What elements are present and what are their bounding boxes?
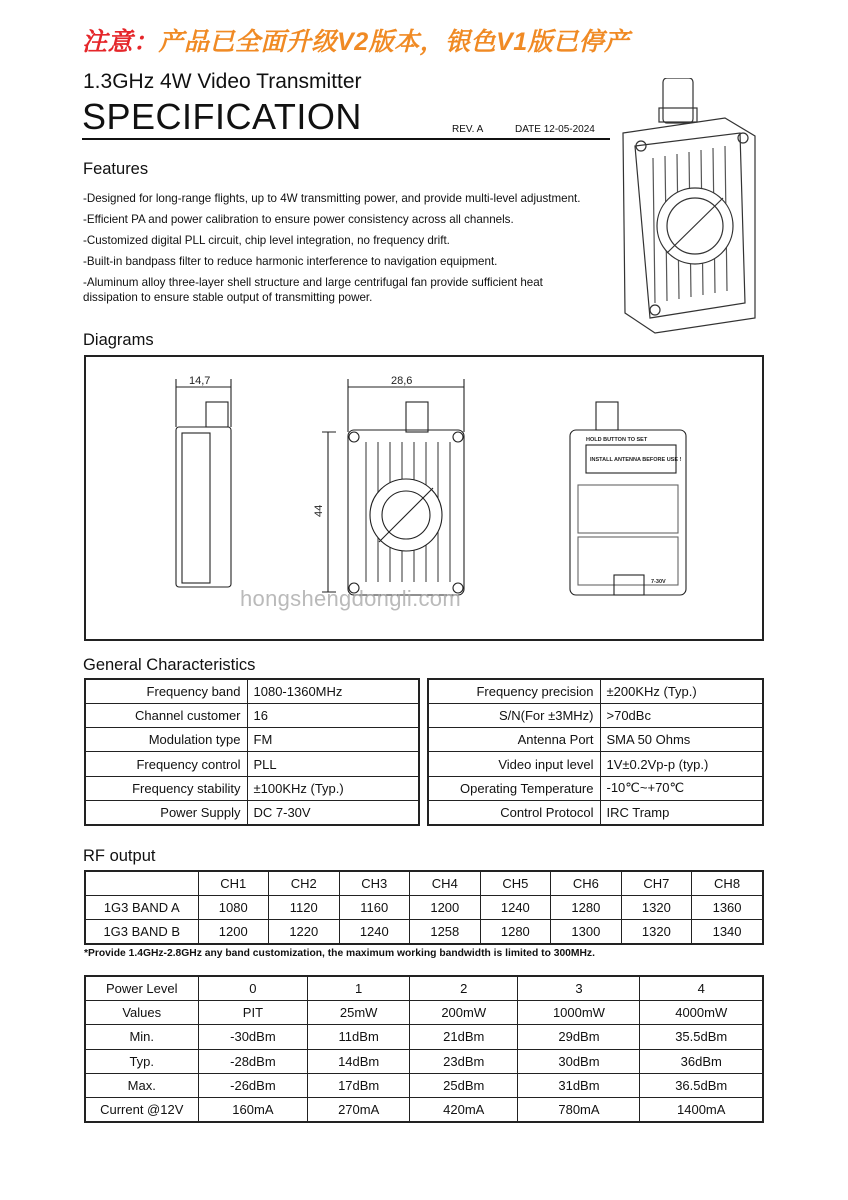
cell: CH5 (480, 871, 551, 895)
cell: 1080 (198, 895, 269, 919)
row-label (85, 871, 198, 895)
cell: ±200KHz (Typ.) (600, 679, 763, 703)
cell: -28dBm (198, 1049, 308, 1073)
rf-note: *Provide 1.4GHz-2.8GHz any band customization, the maximum working bandwidth is limited to 300MHz. (84, 948, 595, 959)
cell: 0 (198, 976, 308, 1000)
product-photo (605, 78, 765, 336)
cell: 11dBm (308, 1025, 410, 1049)
cell: 1340 (692, 920, 763, 944)
cell: CH4 (410, 871, 481, 895)
table-row (85, 800, 419, 824)
row-label: Power Supply (85, 800, 247, 824)
voltage-label: 7-30V (651, 579, 666, 585)
install-label: INSTALL ANTENNA BEFORE USE ! (590, 457, 682, 463)
cell: 780mA (518, 1098, 640, 1122)
features-list (83, 192, 583, 312)
page-title: SPECIFICATION (82, 96, 362, 137)
cell: PIT (198, 1000, 308, 1024)
row-label: Frequency precision (428, 679, 600, 703)
row-label: Control Protocol (428, 800, 600, 824)
cell: 16 (247, 703, 419, 727)
row-label: 1G3 BAND A (85, 895, 198, 919)
watermark: hongshengdongli.com (240, 586, 461, 611)
cell: 1360 (692, 895, 763, 919)
revision: REV. A (452, 124, 484, 135)
cell: 270mA (308, 1098, 410, 1122)
cell: 420mA (410, 1098, 518, 1122)
cell: 36dBm (640, 1049, 763, 1073)
cell: 1240 (339, 920, 410, 944)
row-label: Max. (85, 1074, 198, 1098)
row-label: Current @12V (85, 1098, 198, 1122)
cell: DC 7-30V (247, 800, 419, 824)
hold-label: HOLD BUTTON TO SET (586, 437, 648, 443)
general-heading: General Characteristics (83, 656, 256, 674)
cell: SMA 50 Ohms (600, 728, 763, 752)
cell: 30dBm (518, 1049, 640, 1073)
feature-item: -Efficient PA and power calibration to ensure power consistency across all channels. (83, 213, 514, 226)
cell: 1000mW (518, 1000, 640, 1024)
dim-side: 14,7 (189, 375, 211, 387)
cell: 2 (410, 976, 518, 1000)
power-table (84, 975, 764, 1123)
features-heading: Features (83, 160, 149, 178)
table-row (85, 679, 419, 703)
cell: 21dBm (410, 1025, 518, 1049)
cell: -10℃~+70℃ (600, 776, 763, 800)
notice-text: 产品已全面升级V2版本，银色V1版已停产 (158, 28, 630, 56)
table-row (428, 776, 763, 800)
cell: 1160 (339, 895, 410, 919)
table-row (85, 1098, 763, 1122)
general-table-left (84, 678, 420, 826)
cell: 1300 (551, 920, 622, 944)
row-label: Video input level (428, 752, 600, 776)
table-row (428, 800, 763, 824)
row-label: Channel customer (85, 703, 247, 727)
table-row (85, 1025, 763, 1049)
cell: 14dBm (308, 1049, 410, 1073)
cell: FM (247, 728, 419, 752)
cell: 1258 (410, 920, 481, 944)
table-row (85, 776, 419, 800)
cell: CH7 (621, 871, 692, 895)
cell: CH8 (692, 871, 763, 895)
cell: 4000mW (640, 1000, 763, 1024)
cell: CH3 (339, 871, 410, 895)
date: DATE 12-05-2024 (515, 124, 595, 135)
product-name: 1.3GHz 4W Video Transmitter (83, 70, 362, 93)
row-label: Modulation type (85, 728, 247, 752)
cell: 1320 (621, 895, 692, 919)
table-row (85, 1000, 763, 1024)
cell: 1280 (551, 895, 622, 919)
cell: -30dBm (198, 1025, 308, 1049)
row-label: Frequency band (85, 679, 247, 703)
cell: ±100KHz (Typ.) (247, 776, 419, 800)
diagrams-heading: Diagrams (83, 331, 154, 349)
table-row (85, 1049, 763, 1073)
cell: 1V±0.2Vp-p (typ.) (600, 752, 763, 776)
cell: 31dBm (518, 1074, 640, 1098)
table-row (428, 679, 763, 703)
cell: CH2 (269, 871, 340, 895)
cell: 3 (518, 976, 640, 1000)
row-label: S/N(For ±3MHz) (428, 703, 600, 727)
cell: >70dBc (600, 703, 763, 727)
table-row (428, 728, 763, 752)
row-label: Power Level (85, 976, 198, 1000)
row-label: Values (85, 1000, 198, 1024)
cell: 23dBm (410, 1049, 518, 1073)
feature-item: -Built-in bandpass filter to reduce harmonic interference to navigation equipment. (83, 255, 498, 268)
table-row (85, 728, 419, 752)
cell: 1120 (269, 895, 340, 919)
row-label: Operating Temperature (428, 776, 600, 800)
cell: 1200 (198, 920, 269, 944)
cell: CH6 (551, 871, 622, 895)
cell: 25dBm (410, 1074, 518, 1098)
feature-item: -Customized digital PLL circuit, chip level integration, no frequency drift. (83, 234, 450, 247)
dim-height: 44 (313, 504, 325, 517)
row-label: Typ. (85, 1049, 198, 1073)
cell: 160mA (198, 1098, 308, 1122)
row-label: Frequency control (85, 752, 247, 776)
row-label: 1G3 BAND B (85, 920, 198, 944)
cell: 1220 (269, 920, 340, 944)
cell: 1240 (480, 895, 551, 919)
rf-table (84, 870, 764, 945)
cell: 4 (640, 976, 763, 1000)
table-row (85, 871, 763, 895)
cell: 29dBm (518, 1025, 640, 1049)
cell: 1320 (621, 920, 692, 944)
cell: IRC Tramp (600, 800, 763, 824)
cell: 1 (308, 976, 410, 1000)
table-row (85, 895, 763, 919)
cell: PLL (247, 752, 419, 776)
discontinued-notice-banner (82, 22, 630, 58)
cell: 1280 (480, 920, 551, 944)
cell: 1400mA (640, 1098, 763, 1122)
rf-heading: RF output (83, 847, 156, 865)
notice-label: 注意： (82, 28, 159, 56)
table-row (85, 703, 419, 727)
row-label: Frequency stability (85, 776, 247, 800)
header-divider (82, 138, 610, 140)
cell: 17dBm (308, 1074, 410, 1098)
table-row (428, 752, 763, 776)
row-label: Min. (85, 1025, 198, 1049)
row-label: Antenna Port (428, 728, 600, 752)
general-table-right (427, 678, 764, 826)
table-row (85, 1074, 763, 1098)
feature-item: -Aluminum alloy three-layer shell structure and large centrifugal fan provide sufficient heat dissipation to ensure stable output of transmitting power. (83, 276, 543, 304)
dim-width: 28,6 (391, 375, 413, 387)
cell: 25mW (308, 1000, 410, 1024)
feature-item: -Designed for long-range flights, up to 4W transmitting power, and provide multi-level adjustment. (83, 192, 581, 205)
cell: 1200 (410, 895, 481, 919)
table-row (428, 703, 763, 727)
cell: -26dBm (198, 1074, 308, 1098)
table-row (85, 920, 763, 944)
cell: 200mW (410, 1000, 518, 1024)
table-row (85, 976, 763, 1000)
cell: CH1 (198, 871, 269, 895)
table-row (85, 752, 419, 776)
cell: 36.5dBm (640, 1074, 763, 1098)
cell: 1080-1360MHz (247, 679, 419, 703)
cell: 35.5dBm (640, 1025, 763, 1049)
